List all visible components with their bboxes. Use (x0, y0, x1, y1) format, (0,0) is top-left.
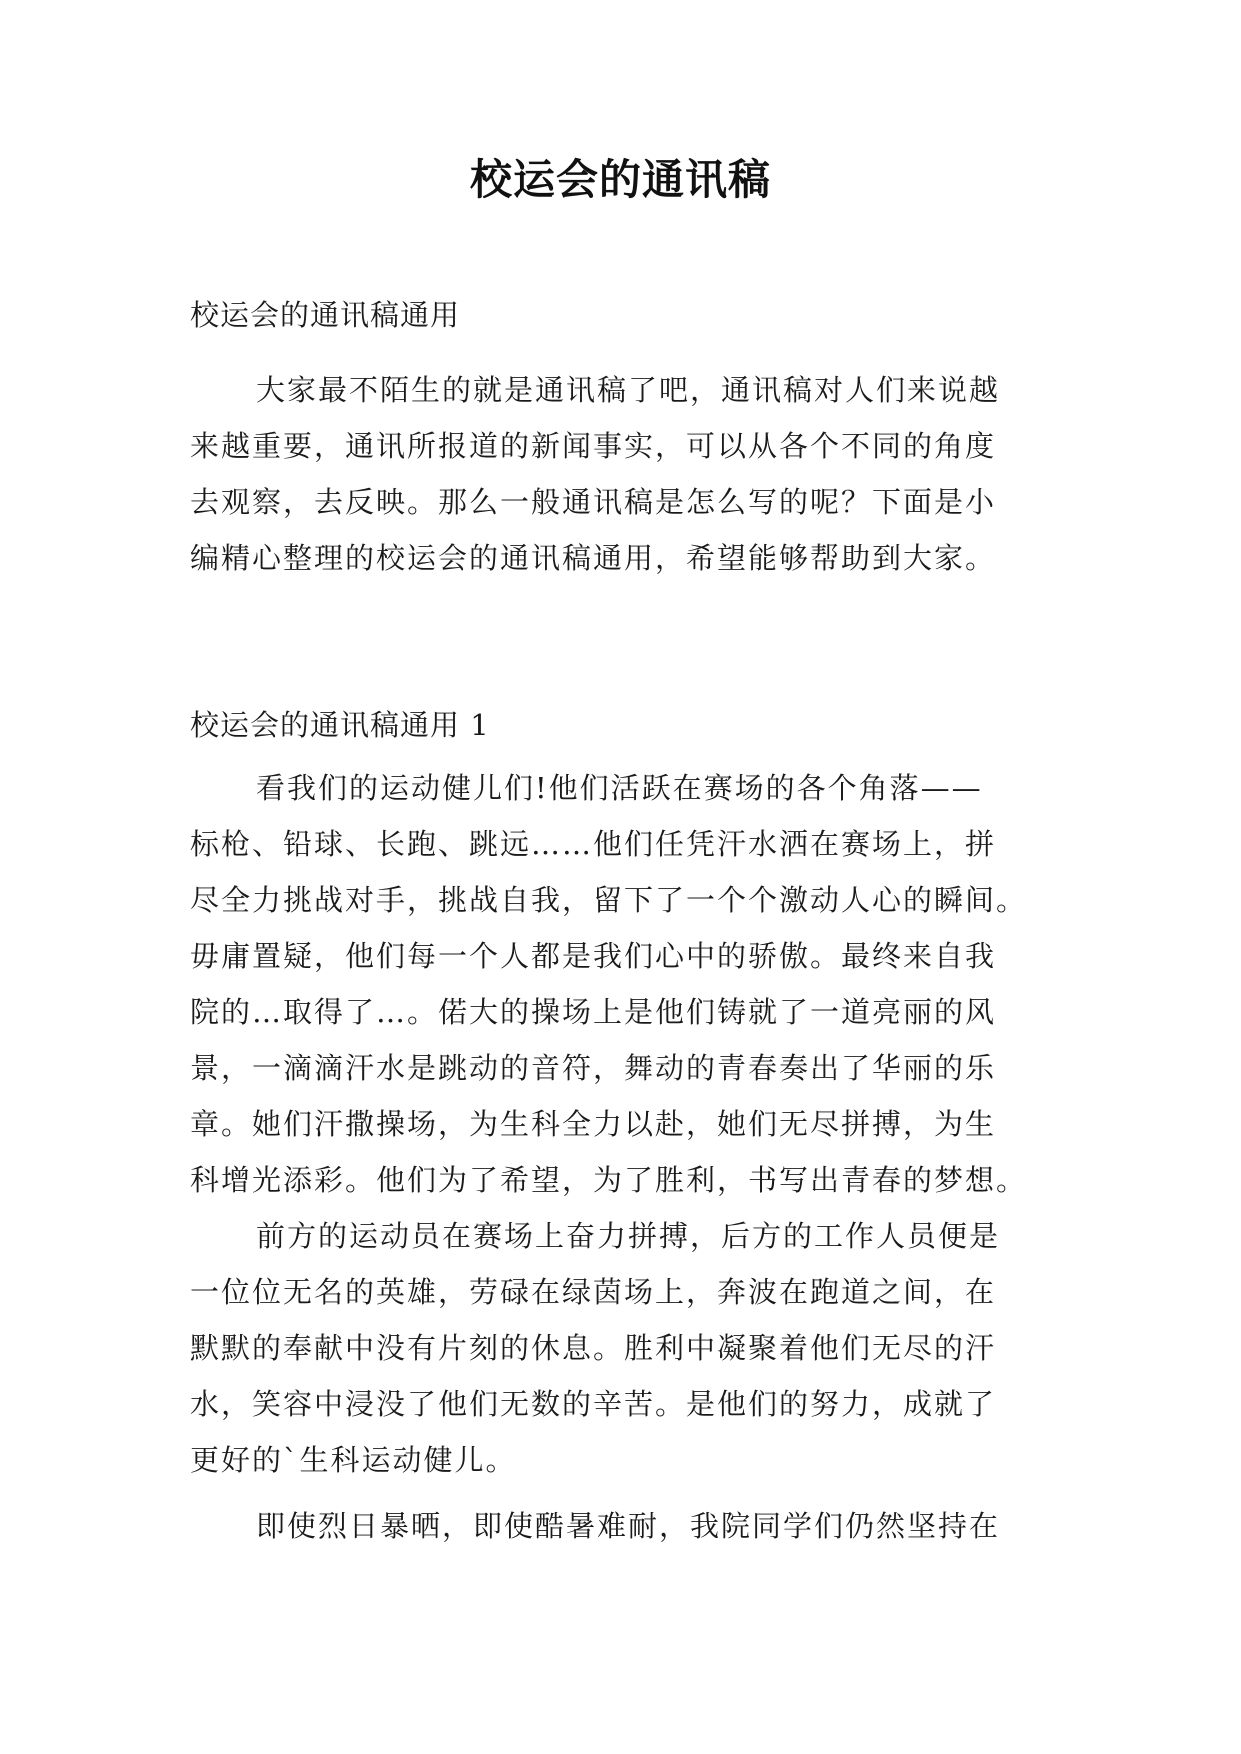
section-1-paragraph-3 (190, 1498, 1050, 1554)
p1-line-4: 毋庸置疑，他们每一个人都是我们心中的骄傲。最终来自我 (190, 939, 997, 973)
intro-line-4: 编精心整理的校运会的通讯稿通用，希望能够帮助到大家。 (190, 541, 997, 575)
p3-line-1: 即使烈日暴晒，即使酷暑难耐，我院同学们仍然坚持在 (256, 1509, 1001, 1543)
p2-line-5: 更好的`生科运动健儿。 (190, 1443, 517, 1477)
p1-line-2: 标枪、铅球、长跑、跳远……他们任凭汗水洒在赛场上，拼 (190, 827, 997, 861)
intro-paragraph (190, 362, 1050, 586)
section-1-heading: 校运会的通讯稿通用 1 (190, 708, 490, 742)
intro-line-1: 大家最不陌生的就是通讯稿了吧，通讯稿对人们来说越 (256, 373, 1001, 407)
p1-line-1: 看我们的运动健儿们!他们活跃在赛场的各个角落—— (256, 771, 983, 805)
section-1-paragraph-1 (190, 760, 1050, 1208)
p1-line-6: 景，一滴滴汗水是跳动的音符，舞动的青春奏出了华丽的乐 (190, 1051, 997, 1085)
p1-line-3: 尽全力挑战对手，挑战自我，留下了一个个激动人心的瞬间。 (190, 883, 1028, 917)
document-title: 校运会的通讯稿 (469, 155, 771, 204)
p2-line-2: 一位位无名的英雄，劳碌在绿茵场上，奔波在跑道之间，在 (190, 1275, 997, 1309)
p2-line-1: 前方的运动员在赛场上奋力拼搏，后方的工作人员便是 (256, 1219, 1001, 1253)
p2-line-4: 水，笑容中浸没了他们无数的辛苦。是他们的努力，成就了 (190, 1387, 997, 1421)
p1-line-8: 科增光添彩。他们为了希望，为了胜利，书写出青春的梦想。 (190, 1163, 1028, 1197)
p1-line-5: 院的…取得了…。偌大的操场上是他们铸就了一道亮丽的风 (190, 995, 997, 1029)
intro-line-2: 来越重要，通讯所报道的新闻事实，可以从各个不同的角度 (190, 429, 997, 463)
intro-line-3: 去观察，去反映。那么一般通讯稿是怎么写的呢？下面是小 (190, 485, 997, 519)
section-1-paragraph-2 (190, 1208, 1050, 1488)
document-subtitle: 校运会的通讯稿通用 (190, 298, 461, 332)
p1-line-7: 章。她们汗撒操场，为生科全力以赴，她们无尽拼搏，为生 (190, 1107, 997, 1141)
p2-line-3: 默默的奉献中没有片刻的休息。胜利中凝聚着他们无尽的汗 (190, 1331, 997, 1365)
